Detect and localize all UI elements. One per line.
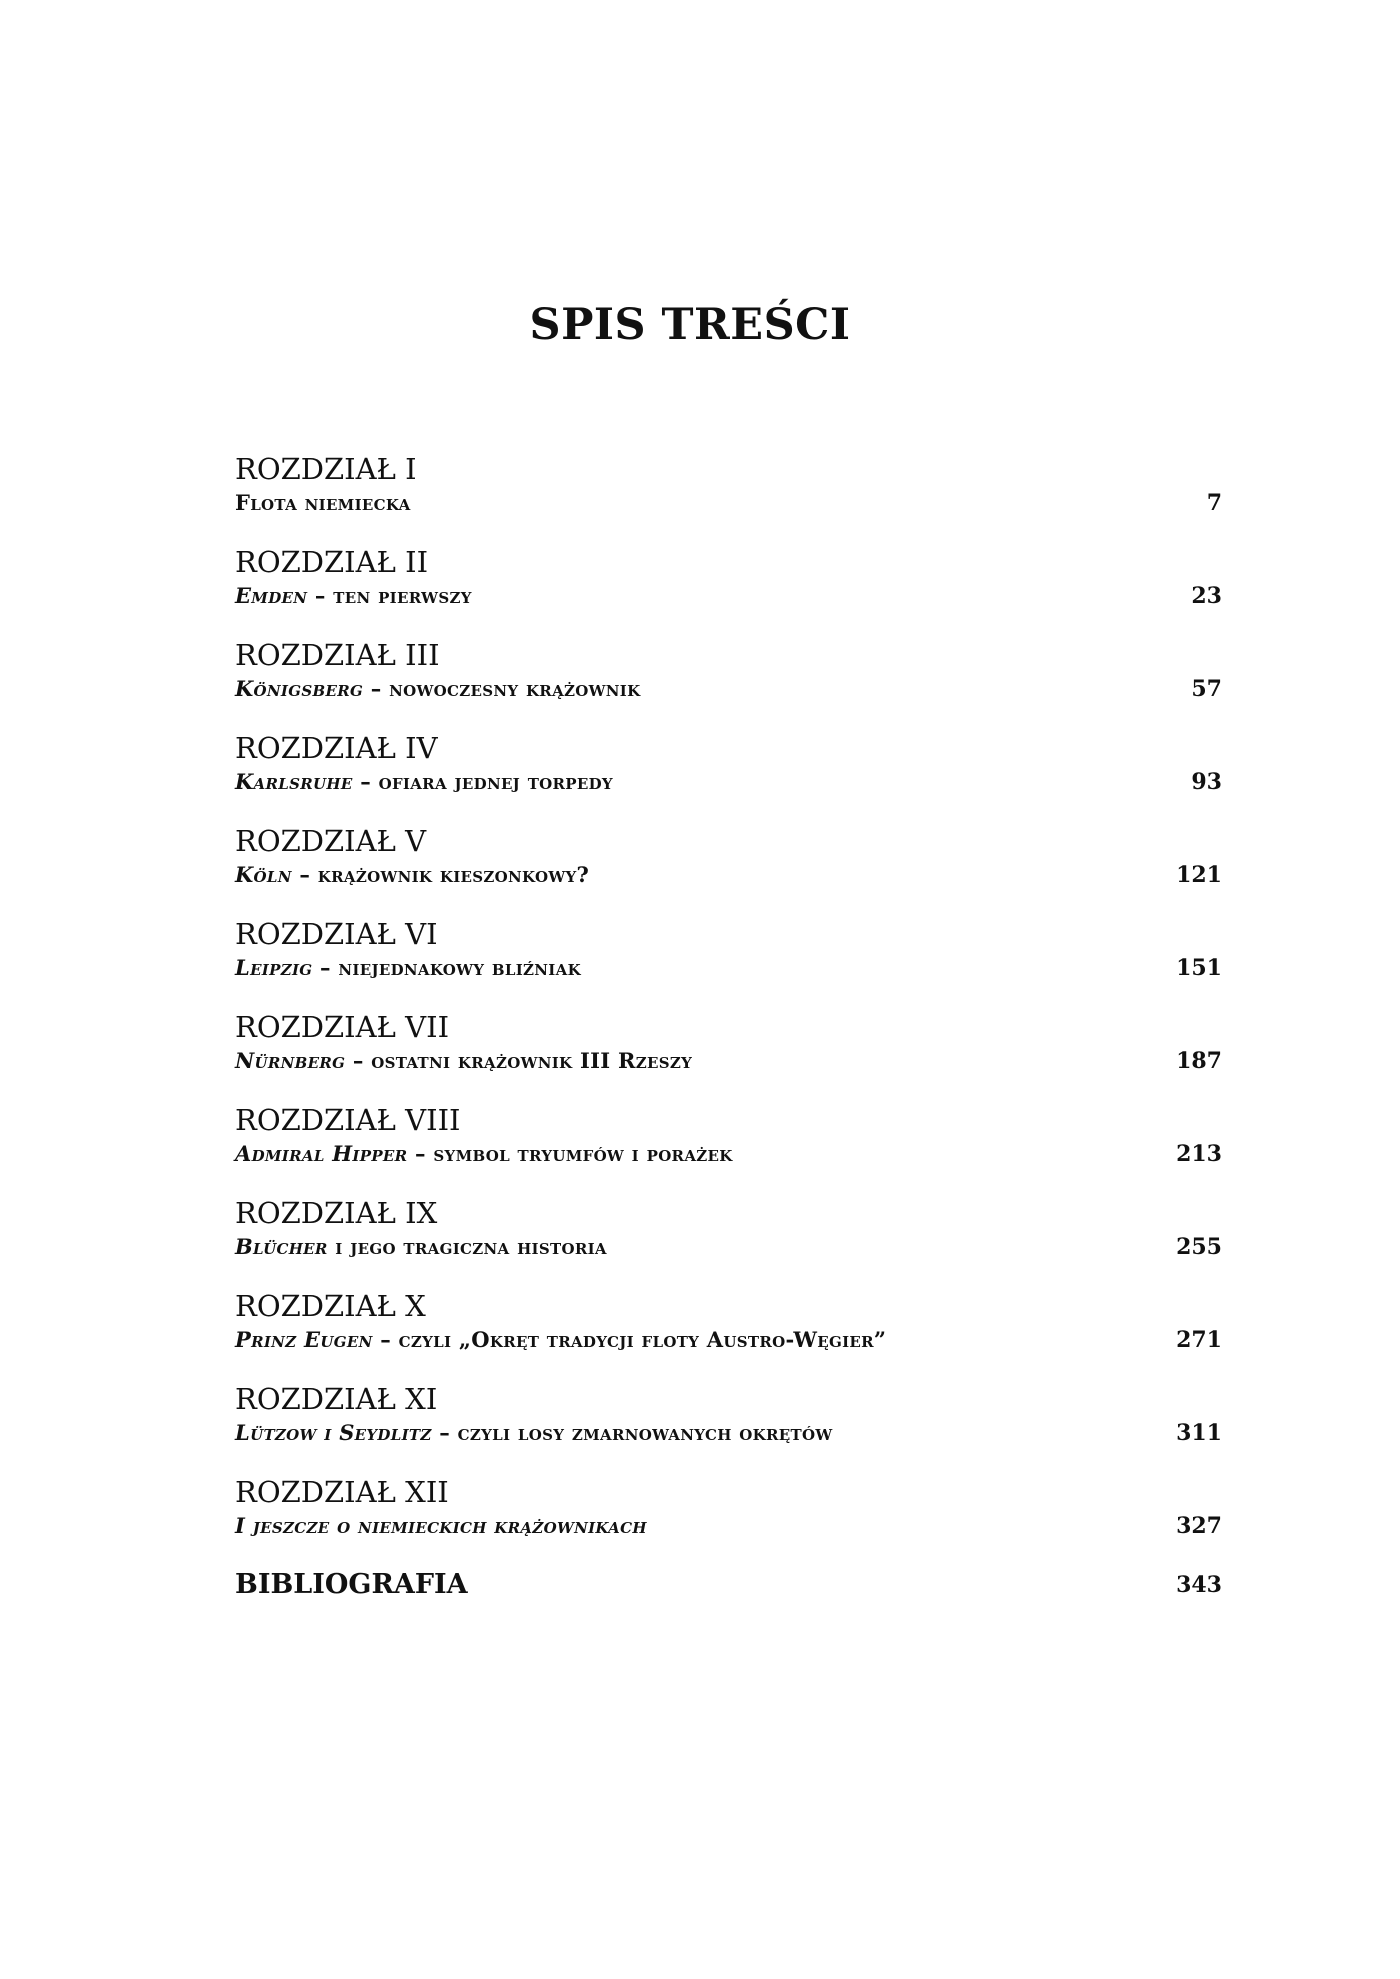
page-number: 57 (1191, 676, 1222, 702)
chapter-title (235, 955, 581, 981)
chapter-label: ROZDZIAŁ VIII (235, 1103, 461, 1137)
page-number: 327 (1176, 1513, 1222, 1539)
table-of-contents (235, 452, 1222, 1628)
chapter-label: ROZDZIAŁ IV (235, 731, 438, 765)
chapter-title-rest: Flota niemiecka (235, 490, 411, 515)
toc-entry-8 (235, 1103, 1222, 1196)
toc-entry-5 (235, 824, 1222, 917)
chapter-label: ROZDZIAŁ II (235, 545, 429, 579)
chapter-title (235, 862, 589, 888)
chapter-label: ROZDZIAŁ VII (235, 1010, 450, 1044)
toc-entry-2 (235, 545, 1222, 638)
chapter-title-rest: – symbol tryumfów i porażek (407, 1141, 733, 1166)
chapter-title-italic: Prinz Eugen (235, 1327, 373, 1352)
chapter-title-italic: Köln (235, 862, 292, 887)
toc-entry-12 (235, 1475, 1222, 1568)
toc-entry-7 (235, 1010, 1222, 1103)
chapter-label: ROZDZIAŁ X (235, 1289, 426, 1323)
chapter-title (235, 1420, 832, 1446)
chapter-title (235, 1234, 607, 1260)
chapter-title-rest: – czyli losy zmarnowanych okrętów (431, 1420, 833, 1445)
chapter-label: ROZDZIAŁ XII (235, 1475, 449, 1509)
chapter-title-italic: Nürnberg (235, 1048, 346, 1073)
chapter-title (235, 583, 472, 609)
chapter-title-italic: Emden (235, 583, 308, 608)
chapter-title (235, 676, 640, 702)
chapter-label: ROZDZIAŁ IX (235, 1196, 438, 1230)
chapter-title-rest: – krążownik kieszonkowy? (291, 862, 590, 887)
page-title: SPIS TREŚCI (529, 300, 851, 350)
chapter-title-italic: Karlsruhe (235, 769, 353, 794)
chapter-title-rest: – ten pierwszy (307, 583, 472, 608)
toc-entry-11 (235, 1382, 1222, 1475)
chapter-title-italic: Lützow i Seydlitz (235, 1420, 432, 1445)
chapter-title-rest: – niejednakowy bliźniak (312, 955, 581, 980)
chapter-label: ROZDZIAŁ VI (235, 917, 438, 951)
chapter-title-rest: – czyli „Okręt tradycji floty Austro-Węgier” (372, 1327, 887, 1352)
chapter-title (235, 1327, 886, 1353)
chapter-title-italic: Königsberg (235, 676, 364, 701)
chapter-label: ROZDZIAŁ V (235, 824, 427, 858)
chapter-title-rest: – ostatni krążownik III Rzeszy (345, 1048, 693, 1073)
page-number: 271 (1176, 1327, 1222, 1353)
chapter-title (235, 1513, 647, 1539)
toc-entry-3 (235, 638, 1222, 731)
chapter-title-italic: Blücher (235, 1234, 328, 1259)
page-number: 343 (1176, 1572, 1222, 1598)
chapter-title-italic: Admiral Hipper (235, 1141, 408, 1166)
page-number: 311 (1176, 1420, 1222, 1446)
toc-entry-10 (235, 1289, 1222, 1382)
chapter-title-rest: i jego tragiczna historia (327, 1234, 607, 1259)
page-number: 255 (1176, 1234, 1222, 1260)
page-number: 121 (1176, 862, 1222, 888)
page-number: 93 (1191, 769, 1222, 795)
bibliography-label: BIBLIOGRAFIA (235, 1569, 468, 1600)
toc-entry-4 (235, 731, 1222, 824)
chapter-title-italic: I jeszcze o niemieckich krążownikach (235, 1513, 647, 1538)
chapter-label: ROZDZIAŁ I (235, 452, 417, 486)
page-number: 23 (1191, 583, 1222, 609)
toc-entry-9 (235, 1196, 1222, 1289)
chapter-title (235, 1048, 692, 1074)
chapter-title (235, 490, 411, 516)
chapter-title-rest: – ofiara jednej torpedy (352, 769, 613, 794)
chapter-title-rest: – nowoczesny krążownik (363, 676, 641, 701)
page-number: 7 (1206, 490, 1222, 516)
chapter-title-italic: Leipzig (235, 955, 313, 980)
toc-entry-1 (235, 452, 1222, 545)
page-number: 187 (1176, 1048, 1222, 1074)
chapter-label: ROZDZIAŁ III (235, 638, 440, 672)
page-number: 213 (1176, 1141, 1222, 1167)
page-number: 151 (1176, 955, 1222, 981)
toc-entry-6 (235, 917, 1222, 1010)
chapter-title (235, 769, 613, 795)
chapter-title (235, 1141, 733, 1167)
chapter-label: ROZDZIAŁ XI (235, 1382, 438, 1416)
toc-entry-bibliography (235, 1568, 1222, 1628)
